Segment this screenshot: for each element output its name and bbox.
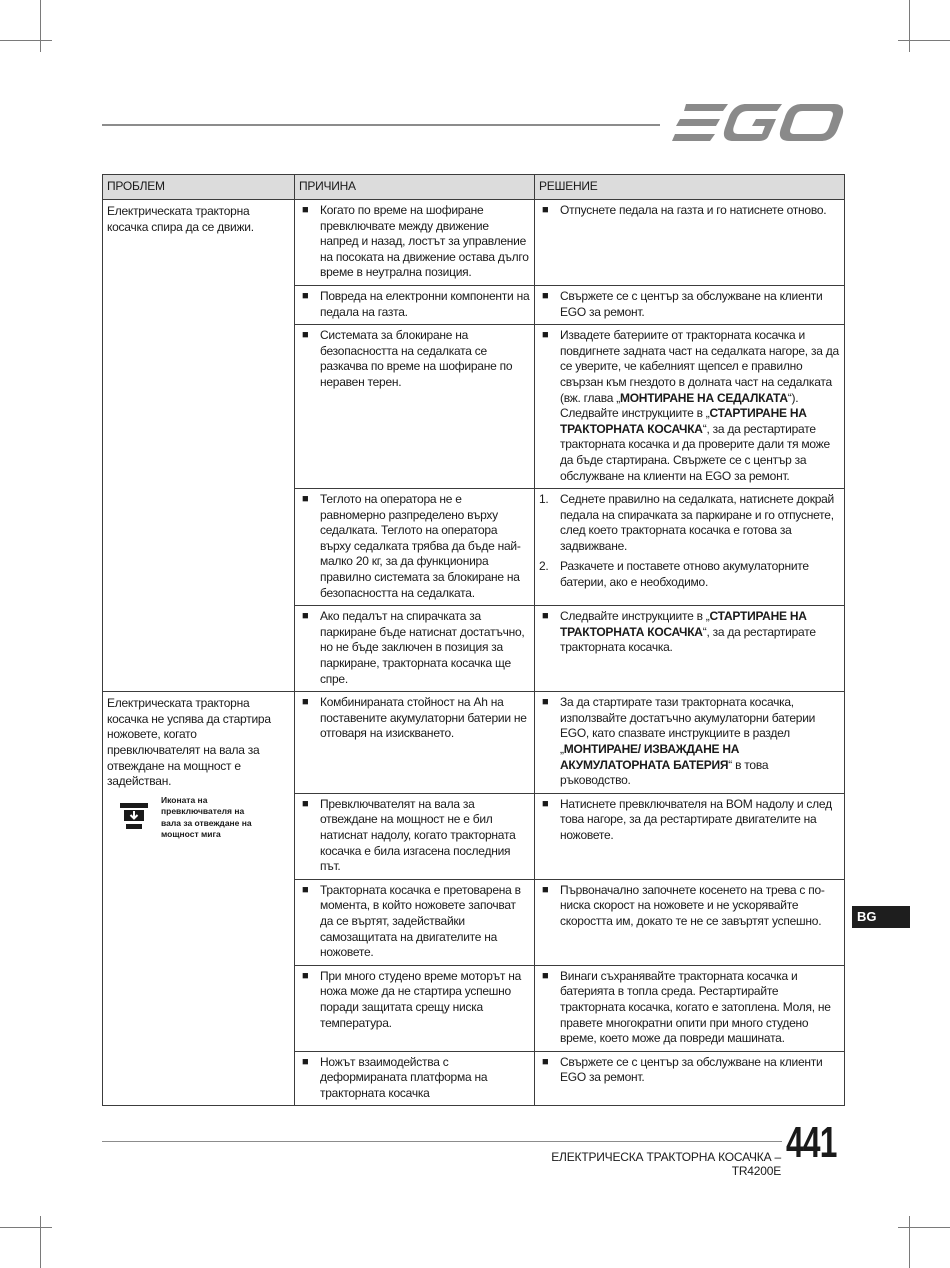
solution-text: Първоначално започнете косенето на трева с по-ниска скорост на ножовете и не ускорявайте скоростта им, докато те не се завъртят успешно. bbox=[560, 882, 825, 928]
footer-rule bbox=[102, 1141, 782, 1142]
bullet-icon: ■ bbox=[302, 883, 309, 896]
cause-cell bbox=[295, 606, 535, 692]
bullet-icon: ■ bbox=[302, 696, 309, 709]
bullet-icon: ■ bbox=[542, 610, 549, 623]
cause-cell bbox=[295, 793, 535, 879]
solution-cell bbox=[535, 1051, 845, 1106]
solution-cell bbox=[535, 606, 845, 692]
troubleshooting-table bbox=[102, 174, 845, 1106]
bullet-icon: ■ bbox=[302, 493, 309, 506]
bullet-icon: ■ bbox=[302, 969, 309, 982]
pto-switch-icon bbox=[107, 795, 161, 829]
section-reference: МОНТИРАНЕ НА СЕДАЛКАТА bbox=[619, 390, 788, 405]
cause-cell bbox=[295, 1051, 535, 1106]
bullet-icon: ■ bbox=[542, 1055, 549, 1068]
table-row bbox=[103, 200, 845, 286]
cause-cell bbox=[295, 879, 535, 965]
solution-cell bbox=[535, 285, 845, 324]
solution-text: Следвайте инструкциите в „СТАРТИРАНЕ НА ТРАКТОРНАТА КОСАЧКА“, за да рестартирате тракторната косачка. bbox=[560, 609, 816, 655]
bullet-icon: ■ bbox=[542, 969, 549, 982]
section-reference: СТАРТИРАНЕ НА ТРАКТОРНАТА КОСАЧКА bbox=[560, 609, 807, 639]
bullet-icon: ■ bbox=[302, 289, 309, 302]
bullet-icon: ■ bbox=[542, 204, 549, 216]
page-number: 441 bbox=[786, 1118, 837, 1167]
solution-cell bbox=[535, 879, 845, 965]
cause-text: Повреда на електронни компоненти на педала на газта. bbox=[320, 288, 530, 319]
table-row bbox=[103, 692, 845, 794]
crop-mark bbox=[0, 40, 52, 41]
language-tab: BG bbox=[852, 906, 910, 928]
solution-cell bbox=[535, 965, 845, 1051]
column-header-cause: ПРИЧИНА bbox=[295, 175, 535, 200]
bullet-icon: ■ bbox=[302, 797, 309, 810]
problem-text: Електрическата тракторна косачка не успява да стартира ножовете, когато превключвателят на вала за отвеждане на мощност е задействан. bbox=[107, 696, 271, 789]
problem-cell bbox=[103, 200, 295, 692]
cause-text: Теглото на оператора не е равномерно разпределено върху седалката. Теглото на оператора върху седалката трябва да бъде най-малко 20 кг, за да функционира правилно системата за блокиране на безопасността на седалката. bbox=[320, 492, 521, 600]
solution-cell bbox=[535, 200, 845, 286]
cause-text: Ако педалът на спирачката за паркиране бъде натиснат достатъчно, но не бъде заключен в позиция за паркиране, тракторната косачка ще спре. bbox=[320, 609, 525, 686]
bullet-icon: ■ bbox=[542, 696, 549, 709]
crop-mark bbox=[898, 40, 950, 41]
ego-logo bbox=[672, 104, 844, 147]
crop-mark bbox=[898, 1227, 950, 1228]
bullet-icon: ■ bbox=[302, 610, 309, 623]
bullet-icon: ■ bbox=[302, 204, 309, 216]
solution-cell bbox=[535, 692, 845, 794]
column-header-solution: РЕШЕНИЕ bbox=[535, 175, 845, 200]
solution-text: Разкачете и поставете отново акумулаторните батерии, ако е необходимо. bbox=[560, 559, 809, 590]
crop-mark bbox=[909, 1216, 910, 1268]
solution-cell bbox=[535, 489, 845, 606]
solution-text: Натиснете превключвателя на BOM надолу и след това нагоре, за да рестартирате двигателите на ножовете. bbox=[560, 796, 832, 842]
cause-text: Системата за блокиране на безопасността на седалката се разкачва по време на шофиране по неравен терен. bbox=[320, 328, 513, 389]
solution-text: За да стартирате тази тракторната косачка, използвайте достатъчно акумулаторни батерии EGO, като спазвате инструкциите в раздел „МОНТИРАНЕ/ ИЗВАЖДАНЕ НА АКУМУЛАТОРНАТА БАТЕРИЯ“ в това ръководство. bbox=[560, 695, 816, 788]
section-reference: СТАРТИРАНЕ НА ТРАКТОРНАТА КОСАЧКА bbox=[560, 406, 807, 436]
bullet-icon: ■ bbox=[542, 797, 549, 810]
step-number: 1. bbox=[539, 492, 549, 507]
crop-mark bbox=[40, 0, 41, 52]
crop-mark bbox=[40, 1216, 41, 1268]
solution-cell bbox=[535, 325, 845, 489]
solution-text: Свържете се с център за обслужване на клиенти EGO за ремонт. bbox=[560, 1054, 823, 1085]
cause-cell bbox=[295, 200, 535, 286]
solution-text: Свържете се с център за обслужване на клиенти EGO за ремонт. bbox=[560, 288, 823, 319]
solution-text: Винаги съхранявайте тракторната косачка и батерията в топла среда. Рестартирайте тракторната косачка, когато е затоплена. Моля, не правете многократни опити при много студено време, което може да повреди машината. bbox=[560, 968, 831, 1046]
bullet-icon: ■ bbox=[542, 289, 549, 302]
cause-text: Ножът взаимодейства с деформираната платформа на тракторната косачка bbox=[320, 1054, 488, 1100]
cause-text: Когато по време на шофиране превключвате между движение напред и назад, лостът за управление на посоката на движение остава дълго време в неутрална позиция. bbox=[320, 203, 529, 280]
cause-text: Превключвателят на вала за отвеждане на мощност не е бил натиснат надолу, когато тракторната косачка е била изгасена последния път. bbox=[320, 796, 516, 874]
problem-cell bbox=[103, 692, 295, 1106]
icon-caption: Иконата на превключвателя на вала за отвеждане на мощност мига bbox=[161, 794, 252, 840]
header-rule bbox=[102, 124, 660, 126]
cause-text: Тракторната косачка е претоварена в момента, в който ножовете започват да се въртят, задействайки самозащитата на двигателите на ножовете. bbox=[320, 882, 521, 960]
solution-text: Извадете батериите от тракторната косачка и повдигнете задната част на седалката нагоре, за да се уверите, че кабелният щепсел е правилно свързан към гнездото в долната част на седалката (вж. глава „МОНТИРАНЕ НА СЕДАЛКАТА“). Следвайте инструкциите в „СТАРТИРАНЕ НА ТРАКТОРНАТА КОСАЧКА“, за да рестартирате тракторната косачка и да проверите дали тя може да бъде стартирана. Свържете се с център за обслужване на клиенти на EGO за ремонт. bbox=[560, 328, 839, 483]
bullet-icon: ■ bbox=[542, 883, 549, 896]
step-number: 2. bbox=[539, 559, 549, 574]
cause-cell bbox=[295, 325, 535, 489]
section-reference: МОНТИРАНЕ/ ИЗВАЖДАНЕ НА АКУМУЛАТОРНАТА БАТЕРИЯ bbox=[560, 742, 740, 772]
solution-text: Седнете правилно на седалката, натиснете докрай педала на спирачката за паркиране и го отпуснете, след което тракторната косачка е готова за задвижване. bbox=[560, 492, 834, 553]
cause-text: Комбинираната стойност на Ah на поставените акумулаторни батерии не отговаря на изискването. bbox=[320, 695, 527, 741]
bullet-icon: ■ bbox=[302, 1055, 309, 1068]
solution-text: Отпуснете педала на газта и го натиснете отново. bbox=[560, 203, 827, 217]
cause-cell bbox=[295, 965, 535, 1051]
cause-cell bbox=[295, 285, 535, 324]
cause-cell bbox=[295, 489, 535, 606]
bullet-icon: ■ bbox=[542, 329, 549, 342]
problem-text: Електрическата тракторна косачка спира да се движи. bbox=[107, 204, 254, 234]
bullet-icon: ■ bbox=[302, 329, 309, 342]
footer-title: ЕЛЕКТРИЧЕСКА ТРАКТОРНА КОСАЧКА – TR4200E bbox=[551, 1150, 781, 1178]
cause-cell bbox=[295, 692, 535, 794]
column-header-problem: ПРОБЛЕМ bbox=[103, 175, 295, 200]
table-header-row bbox=[103, 175, 845, 200]
cause-text: При много студено време моторът на ножа може да не стартира успешно поради защитата срещу ниска температура. bbox=[320, 968, 522, 1030]
crop-mark bbox=[0, 1227, 52, 1228]
crop-mark bbox=[909, 0, 910, 52]
solution-cell bbox=[535, 793, 845, 879]
